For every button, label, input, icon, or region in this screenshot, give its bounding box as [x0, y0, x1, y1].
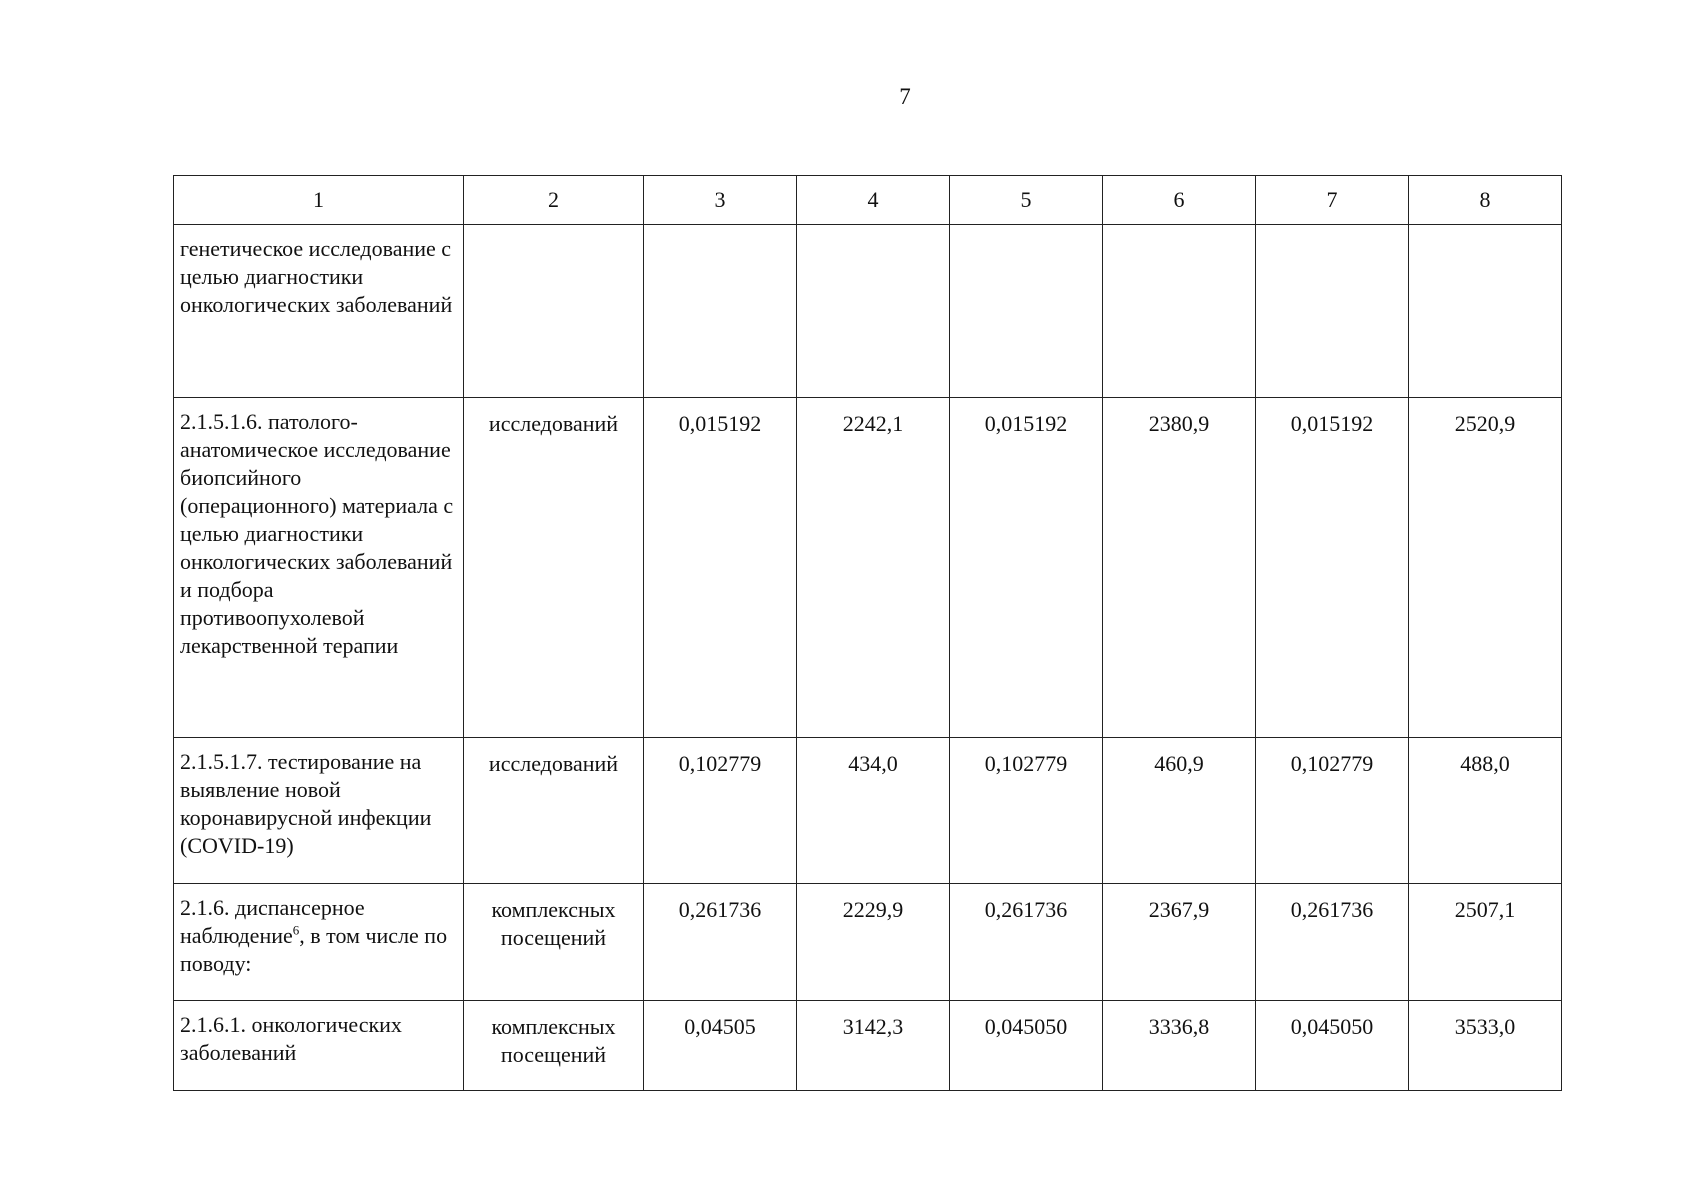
table-header-row	[174, 176, 1562, 225]
row-name-cell	[174, 884, 464, 1001]
value-cell: 3533,0	[1409, 1001, 1562, 1091]
value-cell: 0,045050	[950, 1001, 1103, 1091]
value-cell: 3336,8	[1103, 1001, 1256, 1091]
value-cell: 2380,9	[1103, 398, 1256, 738]
column-header: 4	[797, 176, 950, 225]
row-name-cell: 2.1.6.1. онкологических заболеваний	[174, 1001, 464, 1091]
unit-cell: исследований	[464, 398, 644, 738]
row-name-cell: 2.1.5.1.7. тестирование на выявление новой коронавирусной инфекции (COVID-19)	[174, 738, 464, 884]
value-cell: 2507,1	[1409, 884, 1562, 1001]
value-cell: 0,04505	[644, 1001, 797, 1091]
row-name-cell: 2.1.5.1.6. патолого-анатомическое исследование биопсийного (операционного) материала с целью диагностики онкологических заболеваний и подбора противоопухолевой лекарственной терапии	[174, 398, 464, 738]
column-header: 8	[1409, 176, 1562, 225]
unit-cell: комплексных посещений	[464, 884, 644, 1001]
unit-cell	[464, 225, 644, 398]
table-row	[174, 225, 1562, 398]
value-cell	[950, 225, 1103, 398]
column-header: 1	[174, 176, 464, 225]
value-cell: 2242,1	[797, 398, 950, 738]
value-cell	[1256, 225, 1409, 398]
value-cell: 488,0	[1409, 738, 1562, 884]
value-cell: 2367,9	[1103, 884, 1256, 1001]
page-number: 7	[899, 84, 911, 109]
value-cell: 0,015192	[644, 398, 797, 738]
value-cell	[644, 225, 797, 398]
row-name-text: 2.1.6. диспансерное наблюдение	[180, 895, 365, 948]
column-header: 2	[464, 176, 644, 225]
column-header: 6	[1103, 176, 1256, 225]
value-cell	[797, 225, 950, 398]
value-cell: 3142,3	[797, 1001, 950, 1091]
column-header: 3	[644, 176, 797, 225]
value-cell: 0,045050	[1256, 1001, 1409, 1091]
value-cell	[1103, 225, 1256, 398]
unit-cell: исследований	[464, 738, 644, 884]
value-cell: 2520,9	[1409, 398, 1562, 738]
value-cell	[1409, 225, 1562, 398]
value-cell: 0,261736	[1256, 884, 1409, 1001]
table-row	[174, 398, 1562, 738]
value-cell: 2229,9	[797, 884, 950, 1001]
value-cell: 460,9	[1103, 738, 1256, 884]
value-cell: 0,102779	[644, 738, 797, 884]
table-row	[174, 884, 1562, 1001]
column-header: 5	[950, 176, 1103, 225]
value-cell: 0,015192	[950, 398, 1103, 738]
unit-cell: комплексных посещений	[464, 1001, 644, 1091]
table-row	[174, 1001, 1562, 1091]
value-cell: 0,015192	[1256, 398, 1409, 738]
footnote-marker: 6	[292, 922, 300, 938]
value-cell: 0,102779	[950, 738, 1103, 884]
data-table	[173, 175, 1562, 1091]
row-name-cell: генетическое исследование с целью диагностики онкологических заболеваний	[174, 225, 464, 398]
value-cell: 434,0	[797, 738, 950, 884]
value-cell: 0,261736	[950, 884, 1103, 1001]
value-cell: 0,102779	[1256, 738, 1409, 884]
table-row	[174, 738, 1562, 884]
row-name-text-continued: , в том числе по поводу:	[180, 923, 448, 976]
column-header: 7	[1256, 176, 1409, 225]
value-cell: 0,261736	[644, 884, 797, 1001]
